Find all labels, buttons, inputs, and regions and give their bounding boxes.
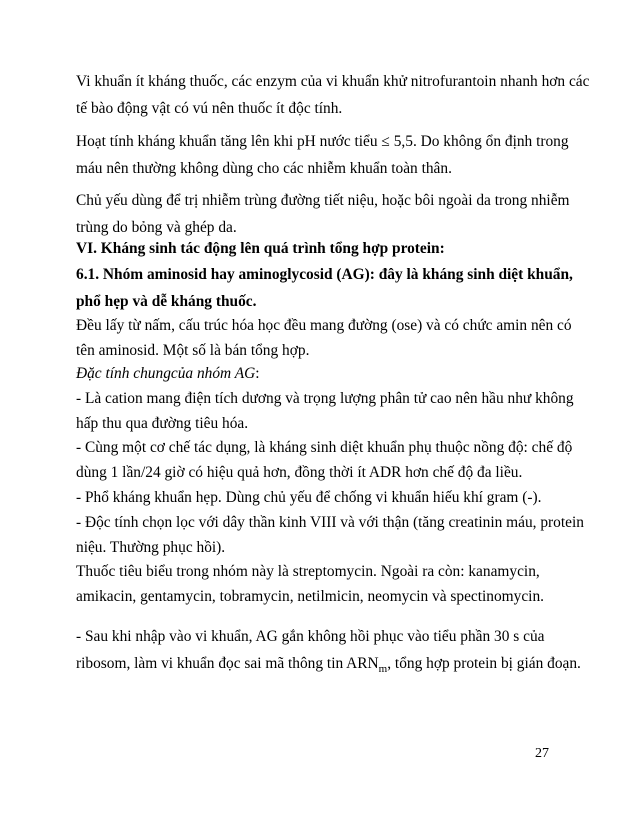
characteristics-heading-text: Đặc tính chungcủa nhóm AG bbox=[76, 365, 256, 382]
bullet-ribosome-text-end: , tổng hợp protein bị gián đoạn. bbox=[387, 655, 581, 672]
subsection-heading-6-1-line-2: phổ hẹp và dễ kháng thuốc. bbox=[76, 293, 257, 310]
paragraph-nitro-line-1: Vi khuẩn ít kháng thuốc, các enzym của vi khuẩn khử nitrofurantoin nhanh hơn các bbox=[76, 73, 590, 90]
paragraph-representatives-line-1: Thuốc tiêu biểu trong nhóm này là streptomycin. Ngoài ra còn: kanamycin, bbox=[76, 563, 540, 580]
bullet-ribosome-line-1: - Sau khi nhập vào vi khuẩn, AG gắn không hồi phục vào tiểu phần 30 s của bbox=[76, 628, 545, 645]
paragraph-ph-line-1: Hoạt tính kháng khuẩn tăng lên khi pH nước tiểu ≤ 5,5. Do không ổn định trong bbox=[76, 133, 569, 150]
characteristics-heading-colon: : bbox=[255, 365, 260, 382]
paragraph-uses-line-1: Chủ yếu dùng để trị nhiễm trùng đường tiết niệu, hoặc bôi ngoài da trong nhiễm bbox=[76, 192, 570, 209]
subsection-heading-6-1-line-1: 6.1. Nhóm aminosid hay aminoglycosid (AG): đây là kháng sinh diệt khuẩn, bbox=[76, 266, 573, 283]
paragraph-representatives-line-2: amikacin, gentamycin, tobramycin, netilmicin, neomycin và spectinomycin. bbox=[76, 588, 545, 605]
bullet-cation-line-1: - Là cation mang điện tích dương và trọng lượng phân tử cao nên hầu như không bbox=[76, 390, 574, 407]
bullet-mechanism-line-2: dùng 1 lần/24 giờ có hiệu quả hơn, đồng thời ít ADR hơn chế độ đa liều. bbox=[76, 464, 523, 481]
bullet-cation-line-2: hấp thu qua đường tiêu hóa. bbox=[76, 415, 249, 432]
characteristics-heading bbox=[76, 365, 260, 383]
bullet-ribosome-line-2 bbox=[76, 655, 581, 678]
paragraph-origin-line-2: tên aminosid. Một số là bán tổng hợp. bbox=[76, 342, 310, 359]
page-number: 27 bbox=[535, 746, 549, 761]
bullet-toxicity-line-2: niệu. Thường phục hồi). bbox=[76, 539, 226, 556]
paragraph-origin-line-1: Đều lấy từ nấm, cấu trúc hóa học đều mang đường (ose) và có chức amin nên có bbox=[76, 317, 572, 334]
paragraph-nitro-line-2: tế bào động vật có vú nên thuốc ít độc tính. bbox=[76, 100, 343, 117]
bullet-spectrum: - Phổ kháng khuẩn hẹp. Dùng chủ yếu để chống vi khuẩn hiếu khí gram (-). bbox=[76, 489, 542, 506]
bullet-mechanism-line-1: - Cùng một cơ chế tác dụng, là kháng sinh diệt khuẩn phụ thuộc nồng độ: chế độ bbox=[76, 439, 573, 456]
bullet-toxicity-line-1: - Độc tính chọn lọc với dây thần kinh VIII và với thận (tăng creatinin máu, protein bbox=[76, 514, 584, 531]
paragraph-ph-line-2: máu nên thường không dùng cho các nhiễm khuẩn toàn thân. bbox=[76, 160, 452, 177]
paragraph-uses-line-2: trùng do bỏng và ghép da. bbox=[76, 219, 237, 236]
bullet-ribosome-text: ribosom, làm vi khuẩn đọc sai mã thông tin ARN bbox=[76, 655, 379, 672]
section-heading-vi: VI. Kháng sinh tác động lên quá trình tổng hợp protein: bbox=[76, 240, 445, 257]
arn-subscript: m bbox=[378, 663, 388, 676]
